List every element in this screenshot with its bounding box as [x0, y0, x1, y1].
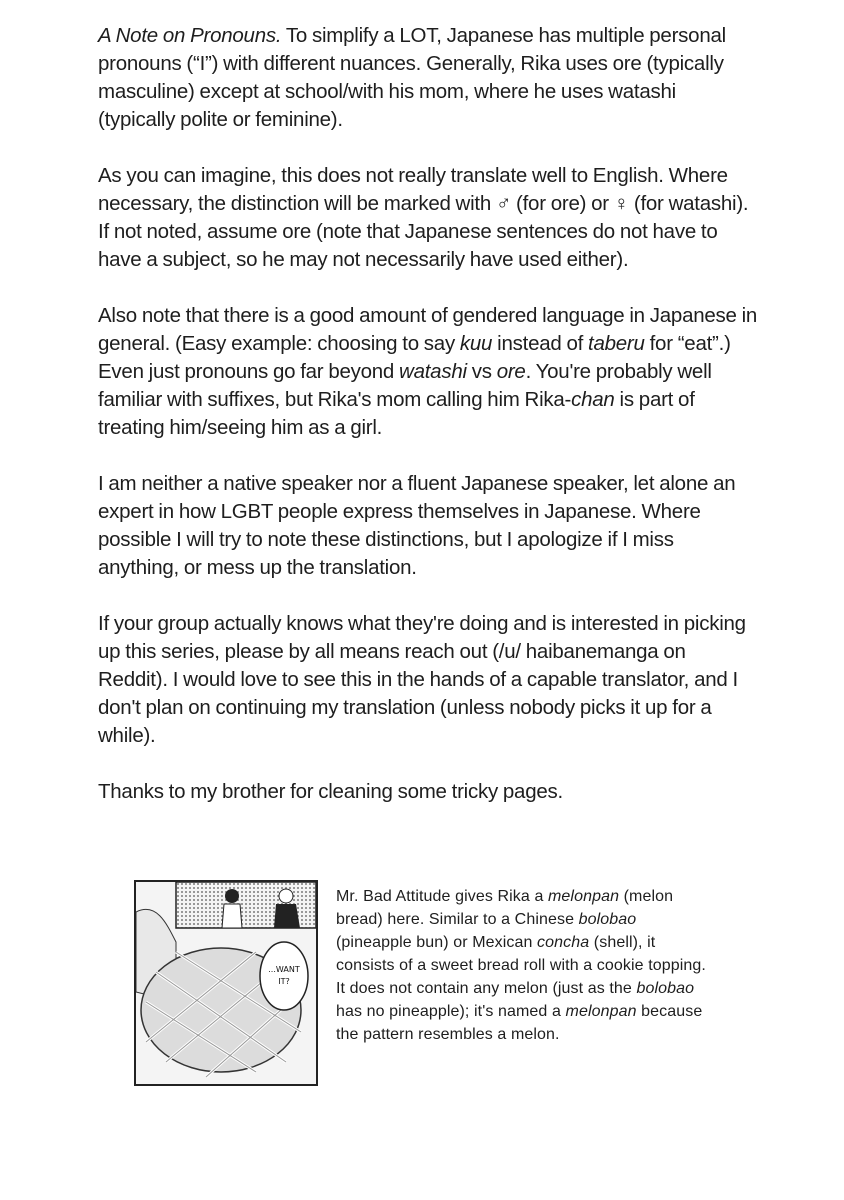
text-run: because the pattern resembles a melon.: [336, 1003, 703, 1043]
text-run: (melon bread) here. Similar to a Chinese: [336, 888, 674, 928]
term-taberu: taberu: [588, 332, 645, 355]
term-chan: chan: [571, 388, 615, 411]
term-concha: concha: [537, 934, 590, 951]
note-title: A Note on Pronouns.: [98, 24, 282, 47]
translator-notes: [98, 22, 758, 834]
manga-panel-image: [134, 880, 318, 1086]
text-run: instead of: [492, 332, 589, 355]
paragraph-gendered-language: [98, 302, 758, 442]
speech-bubble: [260, 942, 308, 1010]
bubble-text-line2: IT?: [278, 977, 290, 986]
figure-head-right: [279, 889, 293, 903]
figure-head-left: [225, 889, 239, 903]
text-run: is part of treating him/seeing him as a girl.: [98, 388, 695, 439]
figure-caption: [336, 885, 716, 1046]
text-run: Also note that there is a good amount of gendered language in Japanese in general. (Easy example: choosing to say: [98, 304, 758, 355]
text-run: (pineapple bun) or Mexican: [336, 934, 538, 951]
text-run: Mr. Bad Attitude gives Rika a: [336, 888, 548, 905]
figure-body-left: [222, 904, 242, 928]
term-bolobao: bolobao: [636, 980, 695, 997]
term-watashi: watashi: [399, 360, 467, 383]
paragraph-disclaimer: I am neither a native speaker nor a fluent Japanese speaker, let alone an expert in how LGBT people express themselves in Japanese. Where possible I will try to note these distinctions, but I apologize if I miss anything, or mess up the translation.: [98, 472, 736, 579]
text-run: vs: [466, 360, 497, 383]
term-bolobao: bolobao: [578, 911, 637, 928]
paragraph-contact: If your group actually knows what they're doing and is interested in picking up this series, please by all means reach out (/u/ haibanemanga on Reddit). I would love to see this in the hands of a capable translator, and I don't plan on continuing my translation (unless nobody picks it up for a while).: [98, 612, 746, 747]
text-run: has no pineapple); it's named a: [336, 1003, 566, 1020]
term-kuu: kuu: [459, 332, 493, 355]
paragraph-text: To simplify a LOT, Japanese has multiple personal pronouns (“I”) with different nuances. Generally, Rika uses ore (typically masculine) except at school/with his mom, where he uses watashi (typically polite or feminine).: [98, 24, 726, 131]
bubble-text-line1: ...WANT: [268, 965, 300, 974]
term-ore: ore: [496, 360, 526, 383]
figure-body-right: [274, 904, 300, 928]
text-run: for “eat”.) Even just pronouns go far beyond: [98, 332, 731, 383]
paragraph-pronouns: [98, 22, 758, 134]
text-run: . You're probably well familiar with suffixes, but Rika's mom calling him Rika-: [98, 360, 712, 411]
text-run: (shell), it consists of a sweet bread roll with a cookie topping. It does not contain any melon (just as the: [336, 934, 706, 997]
paragraph-thanks: Thanks to my brother for cleaning some tricky pages.: [98, 780, 563, 803]
melonpan-illustration: [136, 882, 316, 1084]
paragraph-translation-marks: As you can imagine, this does not really translate well to English. Where necessary, the distinction will be marked with ♂ (for ore) or ♀ (for watashi). If not noted, assume ore (note that Japanese sentences do not have to have a subject, so he may not necessarily have used either).: [98, 164, 749, 271]
term-melonpan: melonpan: [565, 1003, 637, 1020]
term-melonpan: melonpan: [548, 888, 620, 905]
